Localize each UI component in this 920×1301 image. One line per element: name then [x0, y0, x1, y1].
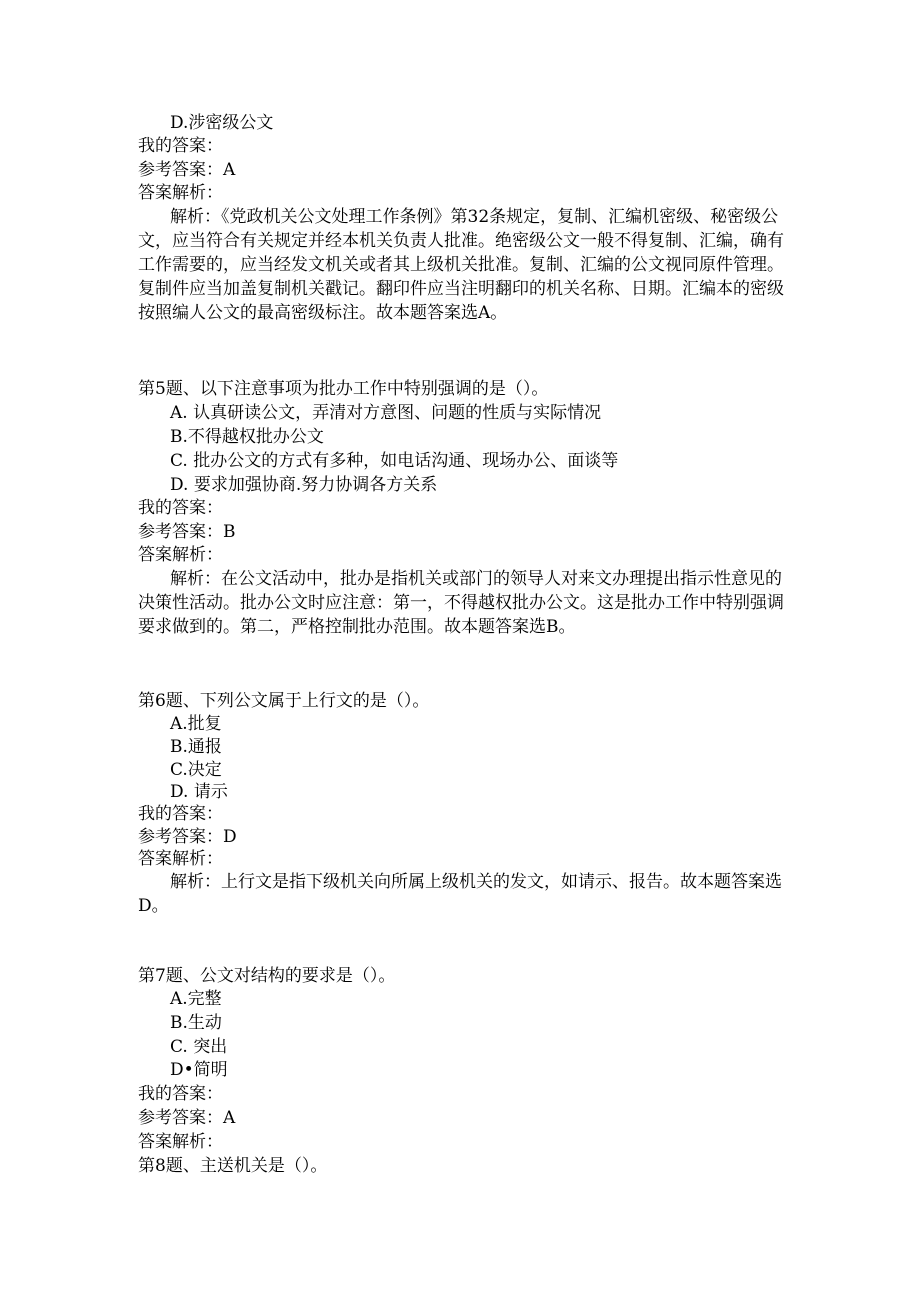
q4-analysis: 解析：《党政机关公文处理工作条例》第32条规定，复制、汇编机密级、秘密级公文，应当符合有关规定并经本机关负责人批准。绝密级公文一般不得复制、汇编，确有工作需要的，应当经发文机关或者其上级机关批准。复制、汇编的公文视同原件管理。复制件应当加盖复制机关戳记。翻印件应当注明翻印的机关名称、日期。汇编本的密级按照编人公文的最高密级标注。故本题答案选A。 [138, 207, 784, 323]
q6-ref-answer: 参考答案：D [138, 827, 237, 847]
q4-my-answer: 我的答案： [138, 136, 223, 156]
q6-my-answer: 我的答案： [138, 804, 223, 824]
q5-ref-answer: 参考答案：B [138, 522, 236, 542]
q4-option-d: D.涉密级公文 [170, 113, 274, 133]
q7-option-c: C. 突出 [170, 1037, 228, 1057]
q7-ref-answer: 参考答案：A [138, 1108, 236, 1128]
q5-option-b: B.不得越权批办公文 [170, 427, 324, 447]
q6-option-b: B.通报 [170, 737, 222, 757]
q5-question: 第5题、以下注意事项为批办工作中特别强调的是（）。 [138, 379, 549, 399]
q4-analysis-label: 答案解析： [138, 183, 223, 203]
q5-option-c: C. 批办公文的方式有多种，如电话沟通、现场办公、面谈等 [170, 451, 619, 471]
q5-my-answer: 我的答案： [138, 498, 223, 518]
q6-analysis-label: 答案解析： [138, 849, 223, 869]
q8-question: 第8题、主送机关是（）。 [138, 1156, 328, 1176]
q7-analysis-label: 答案解析： [138, 1132, 223, 1152]
q6-option-c: C.决定 [170, 760, 222, 780]
q6-option-d: D. 请示 [170, 782, 228, 802]
q7-question: 第7题、公文对结构的要求是（）。 [138, 966, 396, 986]
q6-question: 第6题、下列公文属于上行文的是（）。 [138, 691, 430, 711]
q4-ref-answer: 参考答案：A [138, 160, 236, 180]
q5-analysis-label: 答案解析： [138, 545, 223, 565]
q7-option-a: A.完整 [170, 989, 222, 1009]
q5-option-d: D. 要求加强协商.努力协调各方关系 [170, 475, 438, 495]
q7-option-d: D•简明 [170, 1060, 228, 1080]
q5-analysis: 解析：在公文活动中，批办是指机关或部门的领导人对来文办理提出指示性意见的决策性活动。批办公文时应注意：第一，不得越权批办公文。这是批办工作中特别强调要求做到的。第二，严格控制批办范围。故本题答案选B。 [138, 569, 784, 637]
q6-option-a: A.批复 [170, 714, 222, 734]
q6-analysis: 解析：上行文是指下级机关向所属上级机关的发文，如请示、报告。故本题答案选D。 [138, 872, 782, 916]
q5-option-a: A. 认真研读公文，弄清对方意图、问题的性质与实际情况 [170, 403, 602, 423]
q7-my-answer: 我的答案： [138, 1084, 223, 1104]
q7-option-b: B.生动 [170, 1013, 222, 1033]
